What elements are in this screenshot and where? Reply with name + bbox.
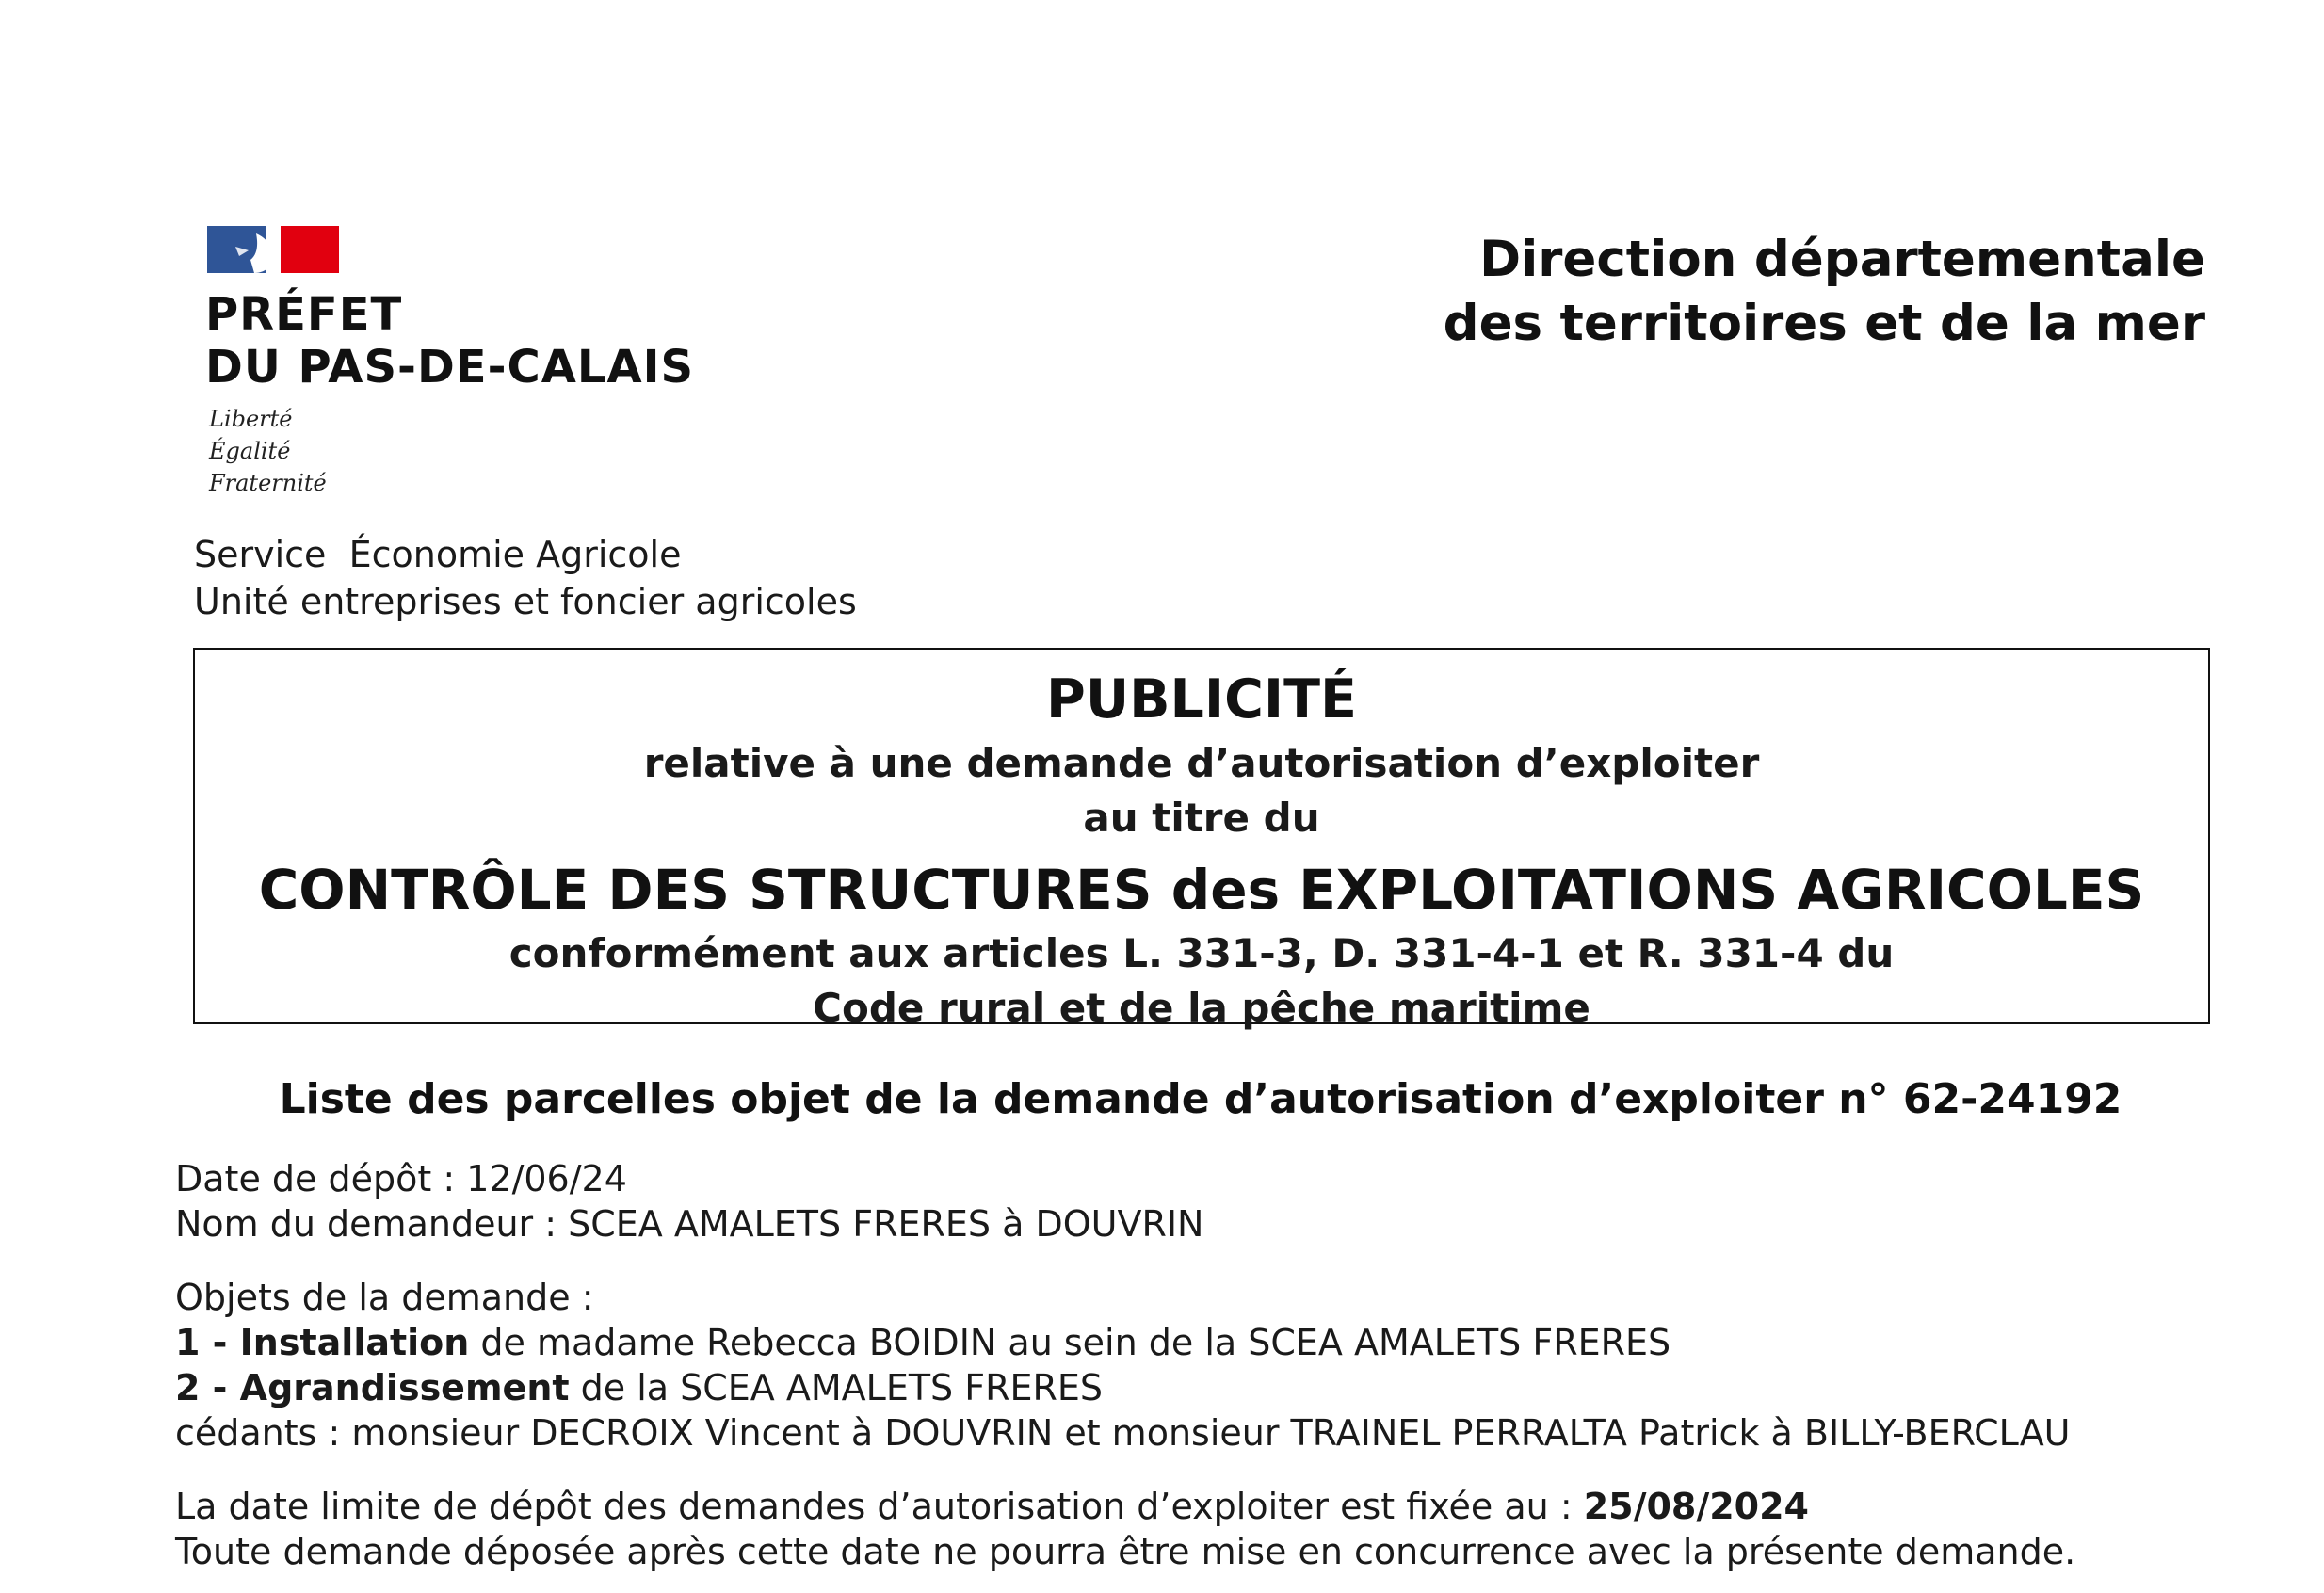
devise-egalite: Égalité <box>209 438 291 464</box>
date-limite-value: 25/08/2024 <box>1583 1486 1809 1527</box>
depot-block <box>175 1156 1203 1247</box>
prefet-line-2: DU PAS-DE-CALAIS <box>205 341 695 394</box>
direction-line-1: Direction départementale <box>1479 231 2205 288</box>
date-limite-note: Toute demande déposée après cette date ne pourra être mise en concurrence avec la présente demande. <box>175 1531 2076 1572</box>
objet-item-2 <box>175 1365 2071 1410</box>
cedants: cédants : monsieur DECROIX Vincent à DOUVRIN et monsieur TRAINEL PERRALTA Patrick à BILLY-BERCLAU <box>175 1412 2071 1454</box>
nom-demandeur: Nom du demandeur : SCEA AMALETS FRERES à DOUVRIN <box>175 1203 1204 1245</box>
devise <box>209 403 327 499</box>
publicite-line-4: conformément aux articles L. 331-3, D. 331-4-1 et R. 331-4 du <box>508 930 1895 976</box>
objets-block <box>175 1275 2071 1456</box>
publicite-main-heading: CONTRÔLE DES STRUCTURES des EXPLOITATIONS AGRICOLES <box>258 858 2145 922</box>
objet-item-1-strong: Installation <box>239 1322 470 1363</box>
objet-item-1-number: 1 - <box>175 1322 240 1363</box>
objets-title: Objets de la demande : <box>175 1277 594 1318</box>
service-line-1: Service Économie Agricole <box>194 534 682 575</box>
marianne-logo-icon <box>207 226 339 273</box>
direction-title <box>1444 228 2205 356</box>
objet-item-2-strong: Agrandissement <box>239 1367 570 1408</box>
devise-fraternite: Fraternité <box>209 470 327 496</box>
date-depot: Date de dépôt : 12/06/24 <box>175 1158 627 1199</box>
prefet-title <box>205 288 694 394</box>
objet-item-1 <box>175 1320 2071 1365</box>
prefet-line-1: PRÉFET <box>205 288 403 341</box>
devise-liberte: Liberté <box>209 406 293 432</box>
date-limite <box>175 1484 2075 1529</box>
publicite-box <box>193 648 2210 1031</box>
objet-item-2-rest: de la SCEA AMALETS FRERES <box>569 1367 1104 1408</box>
publicite-line-2: au titre du <box>1083 795 1320 841</box>
publicite-title: PUBLICITÉ <box>1046 668 1357 731</box>
direction-line-2: des territoires et de la mer <box>1443 295 2205 352</box>
service-line-2: Unité entreprises et foncier agricoles <box>194 581 857 622</box>
liste-title: Liste des parcelles objet de la demande d’autorisation d’exploiter n° 62-24192 <box>279 1075 2122 1123</box>
objet-item-2-number: 2 - <box>175 1367 240 1408</box>
date-limite-text: La date limite de dépôt des demandes d’autorisation d’exploiter est fixée au : <box>175 1486 1584 1527</box>
publicite-line-1: relative à une demande d’autorisation d’exploiter <box>643 740 1760 786</box>
limite-block <box>175 1484 2075 1574</box>
service-block <box>194 531 857 625</box>
objet-item-1-rest: de madame Rebecca BOIDIN au sein de la SCEA AMALETS FRERES <box>469 1322 1671 1363</box>
publicite-line-5: Code rural et de la pêche maritime <box>813 985 1590 1031</box>
